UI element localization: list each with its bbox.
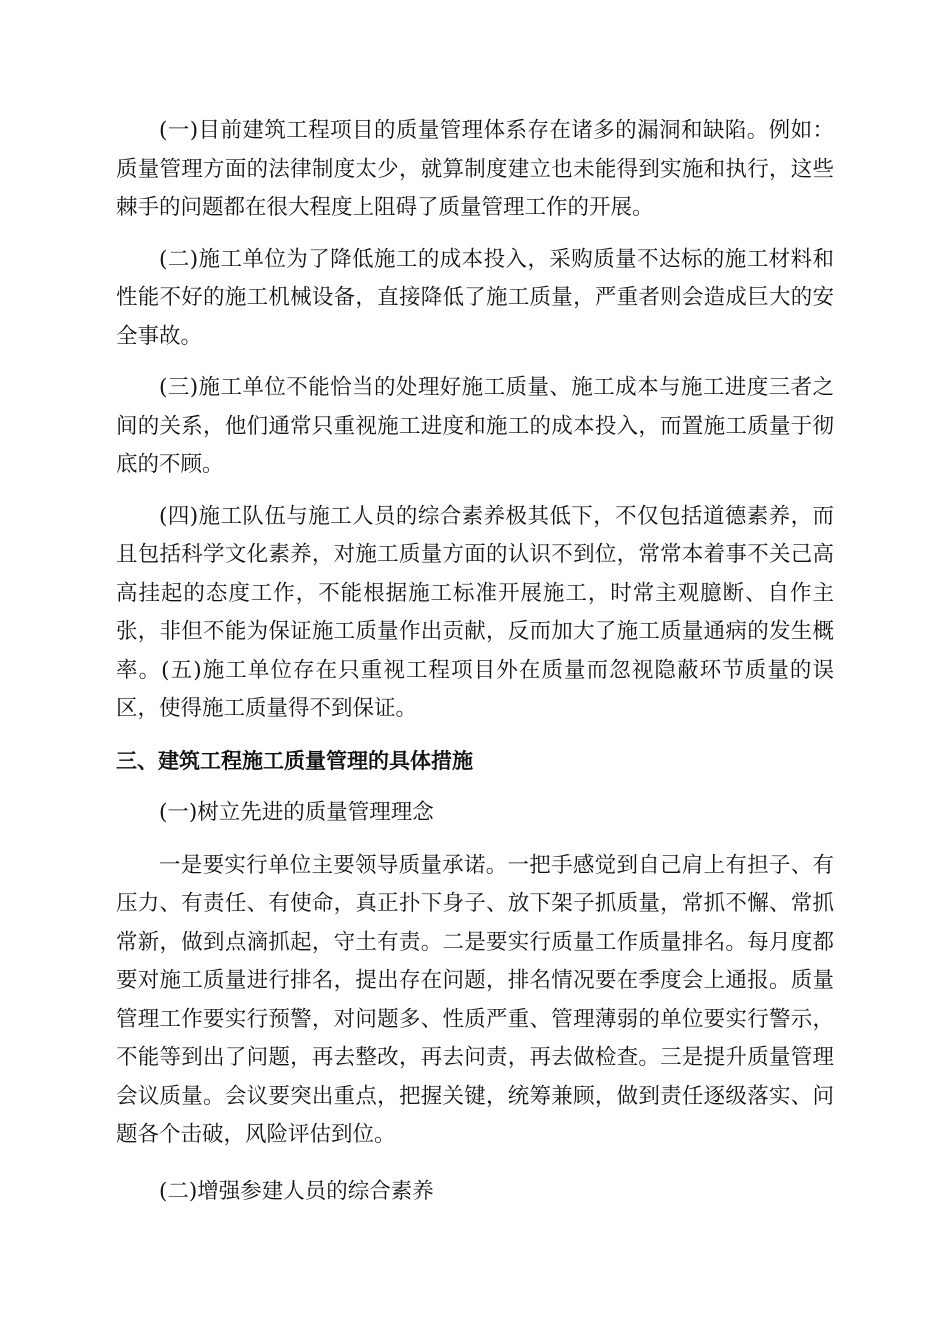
paragraph-4: (四)施工队伍与施工人员的综合素养极其低下，不仅包括道德素养，而且包括科学文化素养，对施工质量方面的认识不到位，常常本着事不关己高高挂起的态度工作，不能根据施工标准开展施工，时常主观臆断、自作主张，非但不能为保证施工质量作出贡献，反而加大了施工质量通病的发生概率。(五)施工单位存在只重视工程项目外在质量而忽视隐蔽环节质量的误区，使得施工质量得不到保证。 <box>116 503 834 721</box>
body-paragraph-1: 一是要实行单位主要领导质量承诺。一把手感觉到自己肩上有担子、有压力、有责任、有使命，真正扑下身子、放下架子抓质量，常抓不懈、常抓常新，做到点滴抓起，守土有责。二是要实行质量工作质量排名。每月度都要对施工质量进行排名，提出存在问题，排名情况要在季度会上通报。质量管理工作要实行预警，对问题多、性质严重、管理薄弱的单位要实行警示，不能等到出了问题，再去整改，再去问责，再去做检查。三是提升质量管理会议质量。会议要突出重点，把握关键，统筹兼顾，做到责任逐级落实、问题各个击破，风险评估到位。 <box>116 852 834 1147</box>
paragraph-2: (二)施工单位为了降低施工的成本投入，采购质量不达标的施工材料和性能不好的施工机械设备，直接降低了施工质量，严重者则会造成巨大的安全事故。 <box>116 246 834 349</box>
document-page <box>116 112 834 1225</box>
section-heading: 三、建筑工程施工质量管理的具体措施 <box>116 748 473 773</box>
paragraph-1: (一)目前建筑工程项目的质量管理体系存在诸多的漏洞和缺陷。例如：质量管理方面的法律制度太少，就算制度建立也未能得到实施和执行，这些棘手的问题都在很大程度上阻碍了质量管理工作的开展。 <box>116 118 834 220</box>
paragraph-3: (三)施工单位不能恰当的处理好施工质量、施工成本与施工进度三者之间的关系，他们通常只重视施工进度和施工的成本投入，而置施工质量于彻底的不顾。 <box>116 375 834 477</box>
subheading-2: (二)增强参建人员的综合素养 <box>159 1178 434 1204</box>
subheading-1: (一)树立先进的质量管理理念 <box>159 800 434 825</box>
